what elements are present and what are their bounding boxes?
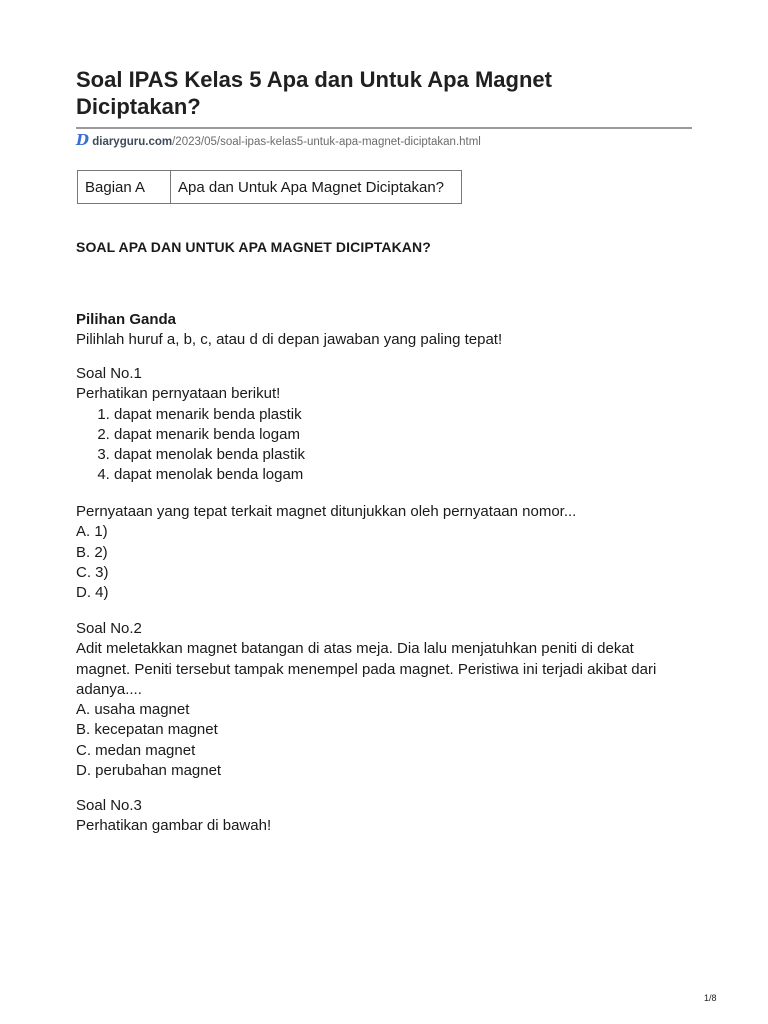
question-label: Soal No.2 [76,620,142,637]
answer-option: A. usaha magnet [76,701,190,719]
question-1-body [76,502,692,603]
answer-option: A. 1) [76,523,108,541]
page-number: 1/8 [704,993,717,1003]
answer-option: B. 2) [76,543,108,561]
title-divider [76,127,692,129]
question-1 [76,364,692,486]
answer-option: C. medan magnet [76,741,196,759]
site-logo-icon: D [76,131,90,149]
source-domain: diaryguru.com [92,136,173,148]
list-item: 3. dapat menolak benda plastik [114,445,692,465]
section-title: Pilihan Ganda [76,311,177,328]
answer-option: B. kecepatan magnet [76,721,218,739]
answer-option: D. perubahan magnet [76,762,222,780]
source-url[interactable] [76,131,481,151]
question-text: Adit meletakkan magnet batangan di atas meja. Dia lalu menjatuhkan peniti di dekat magnet. Peniti tersebut tampak menempel pada magnet. Peristiwa ini terjadi akibat dari adanya.... [76,640,657,698]
list-item: 2. dapat menarik benda logam [114,425,692,445]
list-item: 4. dapat menolak benda logam [114,465,692,485]
statement-list [76,405,692,486]
source-path: /2023/05/soal-ipas-kelas5-untuk-apa-magnet-diciptakan.html [172,136,481,148]
list-item: 1. dapat menarik benda plastik [114,405,692,425]
question-3 [76,796,692,837]
question-text: Pernyataan yang tepat terkait magnet ditunjukkan oleh pernyataan nomor... [76,503,577,520]
question-label: Soal No.3 [76,797,142,814]
multiple-choice-intro [76,310,692,351]
answer-option: C. 3) [76,563,109,581]
question-prompt: Perhatikan gambar di bawah! [76,817,272,835]
table-cell-topic: Apa dan Untuk Apa Magnet Diciptakan? [171,171,462,204]
document-title: Soal IPAS Kelas 5 Apa dan Untuk Apa Magnet Diciptakan? [76,67,552,119]
question-label: Soal No.1 [76,365,142,382]
answer-option: D. 4) [76,584,109,602]
section-instruction: Pilihlah huruf a, b, c, atau d di depan jawaban yang paling tepat! [76,331,503,349]
section-heading: SOAL APA DAN UNTUK APA MAGNET DICIPTAKAN? [76,239,431,255]
question-2 [76,619,692,781]
table-row [78,171,462,204]
question-prompt: Perhatikan pernyataan berikut! [76,385,281,403]
table-cell-part: Bagian A [78,171,171,204]
section-table [77,170,462,204]
